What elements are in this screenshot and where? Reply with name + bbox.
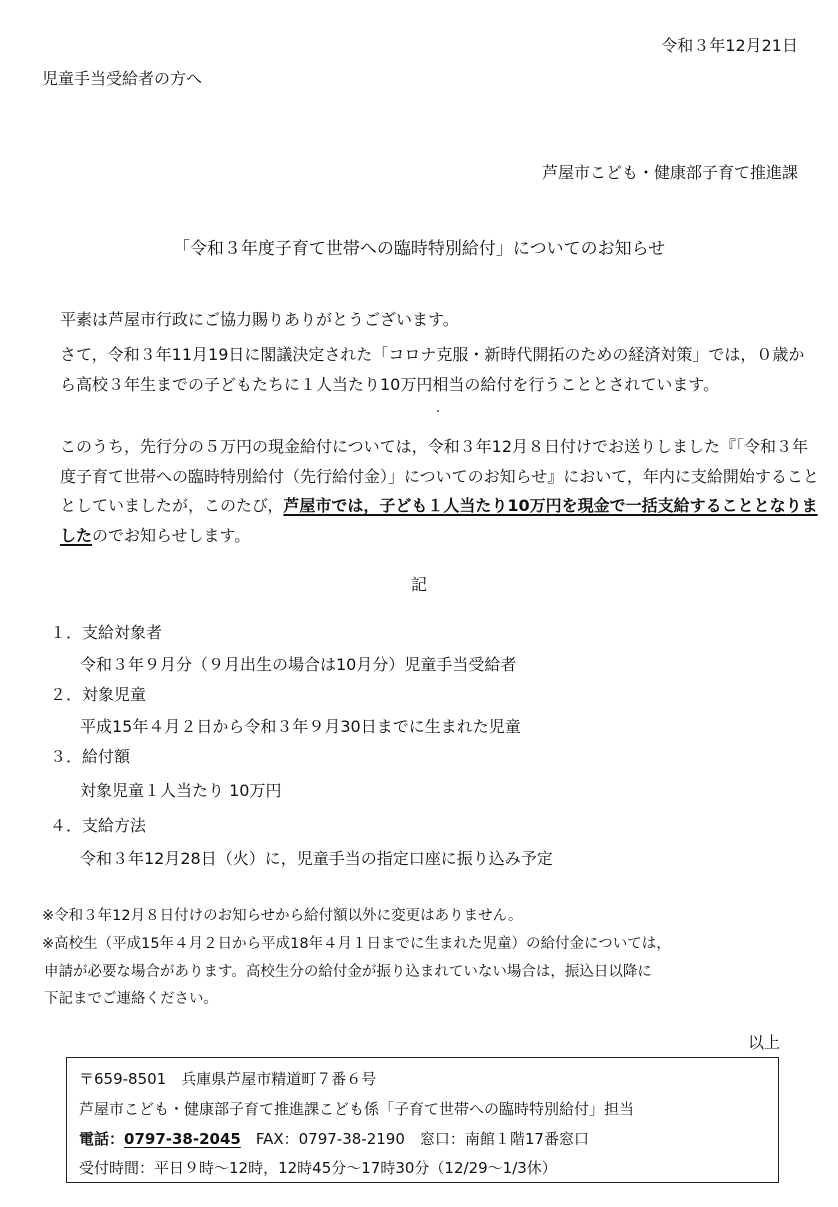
announcement-paragraph [42, 432, 820, 550]
note-no-change: ※令和３年12月８日付けのお知らせから給付額以外に変更はありません。 [42, 908, 523, 924]
note-high-school-line2: 申請が必要な場合があります。高校生分の給付金が振り込まれていない場合は，振込日以降に [44, 964, 652, 980]
item-detail: 平成15年４月２日から令和３年９月30日までに生まれた児童 [80, 717, 521, 736]
item-detail: 令和３年12月28日（火）に，児童手当の指定口座に振り込み予定 [80, 849, 553, 868]
contact-box [66, 1057, 779, 1183]
sender-department: 芦屋市こども・健康部子育て推進課 [541, 163, 798, 182]
item-detail: 令和３年９月分（９月出生の場合は10月分）児童手当受給者 [80, 655, 517, 674]
background-paragraph: さて，令和３年11月19日に閣議決定された「コロナ克服・新時代開拓のための経済対策」では，０歳から高校３年生までの子どもたちに１人当たり10万円相当の給付を行うこととされています。 [60, 345, 805, 394]
contact-phone-line [79, 1128, 589, 1149]
notice-title: 「令和３年度子育て世帯への臨時特別給付」についてのお知らせ [172, 239, 666, 259]
note-high-school-line3: 下記までご連絡ください。 [44, 991, 218, 1007]
ki-heading: 記 [410, 575, 427, 594]
document-date: 令和３年12月21日 [661, 36, 798, 55]
contact-department: 芦屋市こども・健康部子育て推進課こども係「子育て世帯への臨時特別給付」担当 [79, 1100, 635, 1118]
contact-hours: 受付時間：平日９時～12時，12時45分～17時30分（12/29～1/3休） [79, 1159, 557, 1177]
item-heading: ４．支給方法 [50, 816, 147, 835]
phone-label: 電話： [79, 1130, 125, 1148]
fax-window: FAX：0797-38-2190 窓口：南館１階17番窓口 [240, 1130, 589, 1148]
announcement-highlight: 芦屋市では，子ども１人当たり10万円を現金で一括支給することとなりました [60, 496, 818, 545]
note-high-school-line1: ※高校生（平成15年４月２日から平成18年４月１日までに生まれた児童）の給付金については， [42, 936, 671, 952]
phone-number: 0797-38-2045 [124, 1130, 241, 1148]
item-heading: ２．対象児童 [50, 685, 147, 704]
item-heading: １．支給対象者 [50, 623, 163, 642]
closing-ijo: 以上 [747, 1033, 780, 1052]
contact-address: 〒659-8501 兵庫県芦屋市精道町７番６号 [79, 1070, 377, 1088]
greeting-paragraph: 平素は芦屋市行政にご協力賜りありがとうございます。 [60, 310, 459, 329]
announcement-text-start: このうち，先行分の５万円の現金給付については，令和３年12月８日付けでお送りしました『「令和３年度子育て世帯への臨時特別給付（先行給付金）」についてのお知らせ』において，年内に支給開始することとしていましたが，このたび， [60, 437, 819, 515]
announcement-text-end: のでお知らせします。 [92, 525, 251, 545]
scan-speck [437, 410, 439, 412]
item-heading: ３．給付額 [50, 747, 131, 766]
addressee: 児童手当受給者の方へ [42, 69, 203, 88]
item-detail: 対象児童１人当たり 10万円 [80, 781, 282, 800]
